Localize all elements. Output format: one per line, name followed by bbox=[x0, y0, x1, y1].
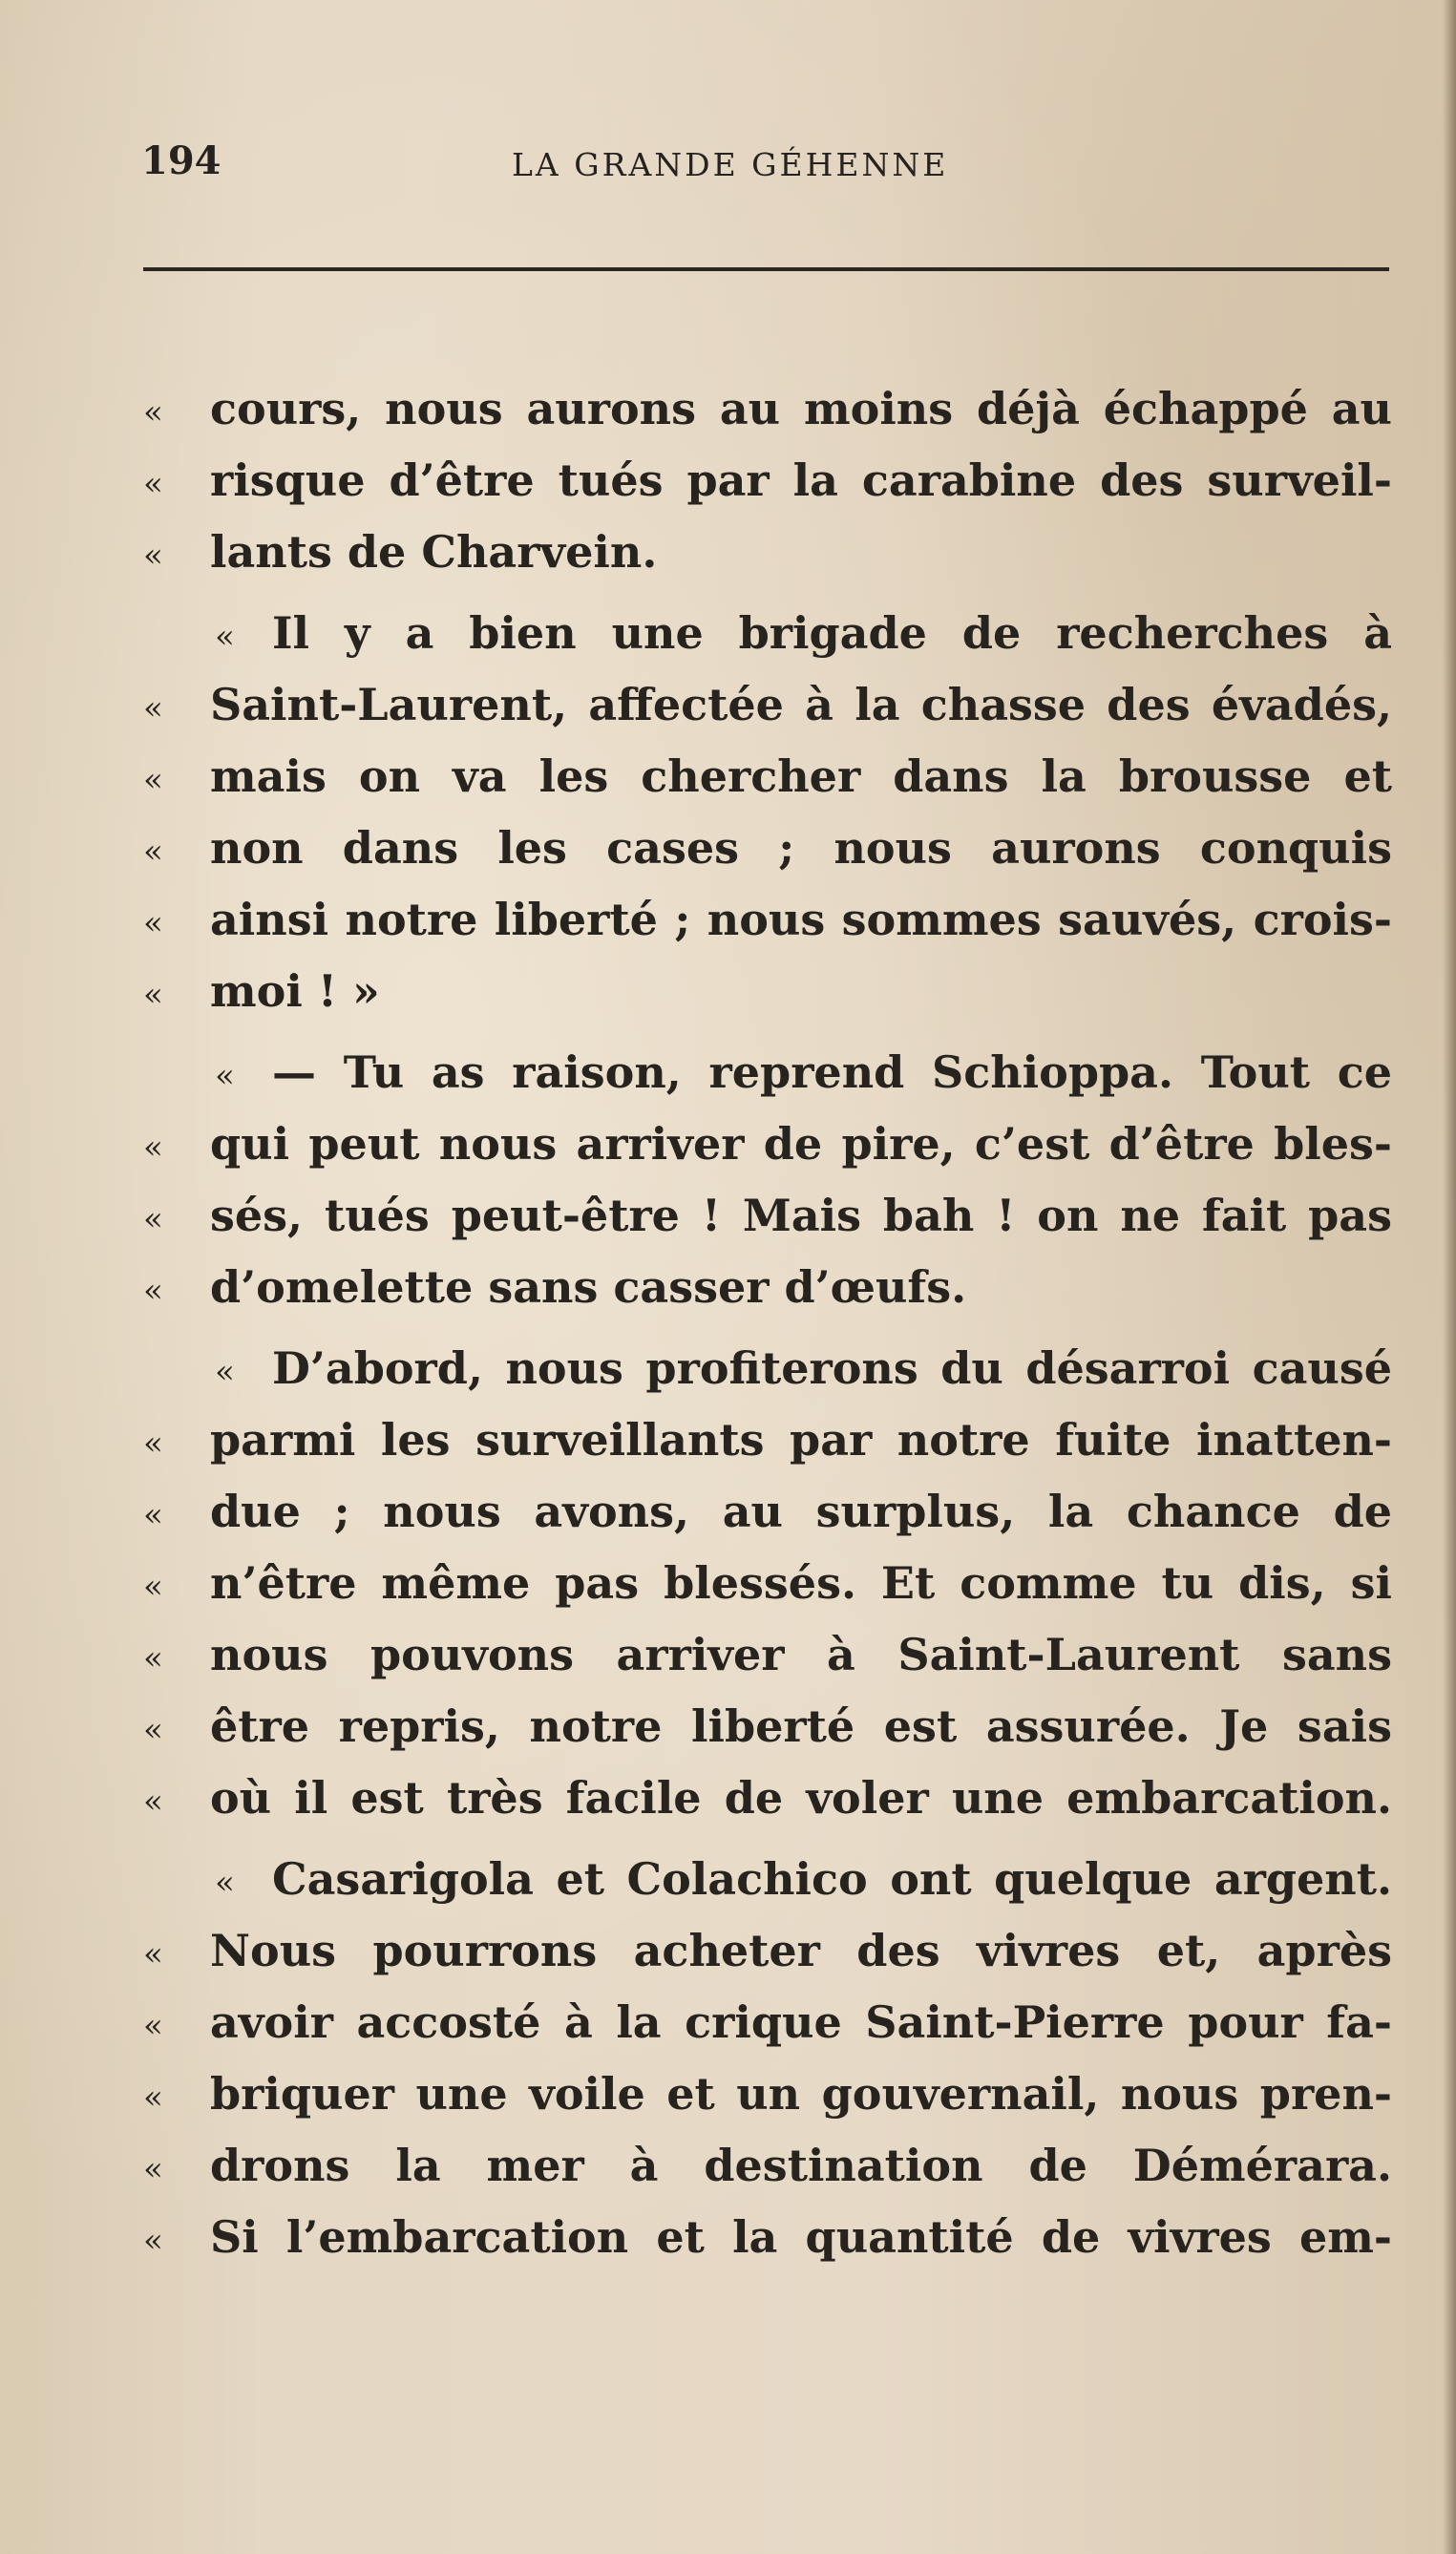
text-line bbox=[143, 964, 1403, 1036]
text-line bbox=[143, 1485, 1403, 1556]
text-line bbox=[143, 821, 1403, 893]
line-text: risque d’être tués par la carabine des surveil- bbox=[210, 454, 1392, 506]
text-line bbox=[143, 1556, 1403, 1628]
quote-mark: « bbox=[143, 2222, 163, 2260]
quote-mark: « bbox=[143, 393, 163, 432]
quote-mark: « bbox=[143, 689, 163, 728]
quote-mark: « bbox=[143, 465, 163, 503]
line-text: Nous pourrons acheter des vivres et, après bbox=[210, 1925, 1392, 1976]
line-text: D’abord, nous profiterons du désarroi causé bbox=[272, 1342, 1392, 1394]
text-line bbox=[143, 1045, 1403, 1117]
text-line bbox=[143, 1699, 1403, 1771]
text-line bbox=[143, 749, 1403, 821]
line-text: lants de Charvein. bbox=[210, 526, 658, 578]
line-text: sés, tués peut-être ! Mais bah ! on ne fait pas bbox=[210, 1190, 1392, 1241]
text-line bbox=[143, 678, 1403, 749]
quote-mark: « bbox=[143, 1200, 163, 1238]
line-text: avoir accosté à la crique Saint-Pierre pour fa- bbox=[210, 1996, 1392, 2048]
body-text bbox=[143, 382, 1403, 2282]
running-header bbox=[141, 138, 1392, 196]
line-text: qui peut nous arriver de pire, c’est d’être bles- bbox=[210, 1118, 1392, 1170]
quote-mark: « bbox=[215, 1864, 235, 1902]
line-text: Si l’embarcation et la quantité de vivres em- bbox=[210, 2211, 1392, 2263]
line-text: Casarigola et Colachico ont quelque argent. bbox=[272, 1853, 1392, 1905]
line-text: due ; nous avons, au surplus, la chance de bbox=[210, 1486, 1392, 1537]
paragraph-gap bbox=[143, 1036, 1403, 1045]
quote-mark: « bbox=[143, 1711, 163, 1749]
quote-mark: « bbox=[143, 2150, 163, 2188]
line-text: — Tu as raison, reprend Schioppa. Tout ce bbox=[272, 1046, 1392, 1098]
page-number: 194 bbox=[141, 138, 222, 183]
line-text: être repris, notre liberté est assurée. Je sais bbox=[210, 1700, 1392, 1752]
text-line bbox=[143, 1924, 1403, 1995]
quote-mark: « bbox=[143, 976, 163, 1014]
line-text: moi ! » bbox=[210, 965, 380, 1017]
line-text: Saint-Laurent, affectée à la chasse des évadés, bbox=[210, 679, 1392, 730]
line-text: n’être même pas blessés. Et comme tu dis, si bbox=[210, 1557, 1392, 1609]
paragraph-gap bbox=[143, 1843, 1403, 1852]
text-line bbox=[143, 1189, 1403, 1260]
text-line bbox=[143, 1628, 1403, 1699]
quote-mark: « bbox=[143, 761, 163, 799]
line-text: drons la mer à destination de Démérara. bbox=[210, 2140, 1392, 2191]
quote-mark: « bbox=[143, 2007, 163, 2045]
text-line bbox=[143, 525, 1403, 597]
paragraph-gap bbox=[143, 1332, 1403, 1341]
line-text: où il est très facile de voler une embarcation. bbox=[210, 1772, 1392, 1824]
quote-mark: « bbox=[143, 1425, 163, 1463]
quote-mark: « bbox=[143, 1639, 163, 1678]
text-line bbox=[143, 454, 1403, 525]
text-line bbox=[143, 1260, 1403, 1332]
line-text: ainsi notre liberté ; nous sommes sauvés, crois- bbox=[210, 894, 1392, 945]
text-line bbox=[143, 2139, 1403, 2210]
paragraph-gap bbox=[143, 597, 1403, 606]
text-line bbox=[143, 893, 1403, 964]
quote-mark: « bbox=[143, 1496, 163, 1534]
running-title: LA GRANDE GÉHENNE bbox=[512, 146, 949, 183]
line-text: Il y a bien une brigade de recherches à bbox=[272, 607, 1392, 659]
text-line bbox=[143, 382, 1403, 454]
text-line bbox=[143, 1771, 1403, 1843]
line-text: briquer une voile et un gouvernail, nous pren- bbox=[210, 2068, 1392, 2120]
quote-mark: « bbox=[215, 1353, 235, 1391]
text-line bbox=[143, 1341, 1403, 1413]
text-line bbox=[143, 1117, 1403, 1189]
quote-mark: « bbox=[215, 618, 235, 656]
quote-mark: « bbox=[143, 1129, 163, 1167]
text-line bbox=[143, 1995, 1403, 2067]
quote-mark: « bbox=[143, 1272, 163, 1310]
text-line bbox=[143, 2067, 1403, 2139]
quote-mark: « bbox=[143, 904, 163, 942]
page-edge-shadow bbox=[1443, 0, 1456, 2554]
quote-mark: « bbox=[143, 1783, 163, 1821]
header-rule bbox=[143, 267, 1389, 271]
line-text: cours, nous aurons au moins déjà échappé au bbox=[210, 383, 1392, 434]
line-text: parmi les surveillants par notre fuite inatten- bbox=[210, 1414, 1392, 1466]
line-text: mais on va les chercher dans la brousse et bbox=[210, 750, 1392, 802]
line-text: d’omelette sans casser d’œufs. bbox=[210, 1261, 967, 1313]
text-line bbox=[143, 1852, 1403, 1924]
quote-mark: « bbox=[143, 833, 163, 871]
line-text: nous pouvons arriver à Saint-Laurent sans bbox=[210, 1629, 1392, 1680]
quote-mark: « bbox=[143, 1568, 163, 1606]
line-text: non dans les cases ; nous aurons conquis bbox=[210, 822, 1392, 874]
text-line bbox=[143, 1413, 1403, 1485]
text-line bbox=[143, 2210, 1403, 2282]
text-line bbox=[143, 606, 1403, 678]
quote-mark: « bbox=[143, 537, 163, 575]
quote-mark: « bbox=[143, 1935, 163, 1974]
quote-mark: « bbox=[215, 1057, 235, 1095]
quote-mark: « bbox=[143, 2079, 163, 2117]
